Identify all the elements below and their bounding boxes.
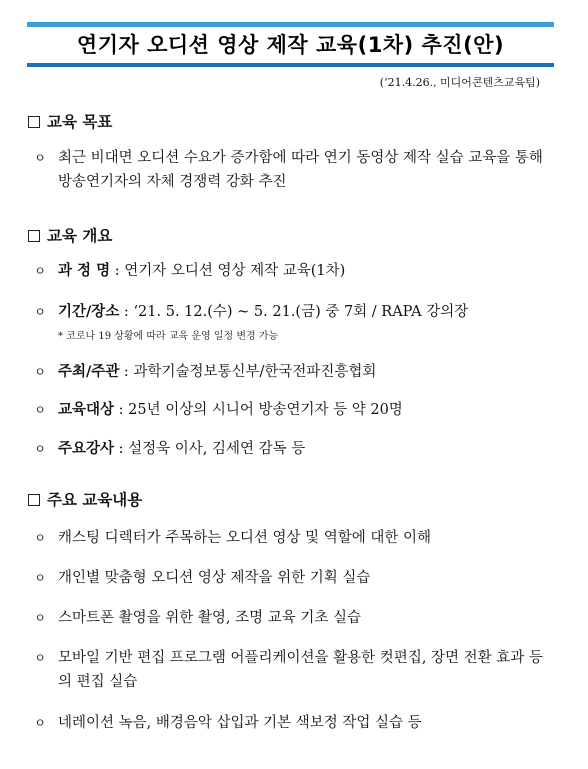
list-item (33, 146, 543, 194)
section-title: 교육 개요 (47, 227, 113, 245)
bullet-icon: ㅇ (34, 151, 46, 165)
item-value: 설정욱 이사, 김세연 감독 등 (128, 441, 306, 457)
list-item (33, 606, 543, 630)
item-separator: : (119, 304, 134, 320)
item-label: 주요강사 (58, 441, 115, 457)
bullet-icon: ㅇ (34, 442, 46, 456)
bullet-icon: ㅇ (34, 611, 46, 625)
list-item (33, 526, 543, 550)
item-value: 연기자 오디션 영상 제작 교육(1차) (124, 263, 346, 279)
item-text: 스마트폰 촬영을 위한 촬영, 조명 교육 기초 실습 (58, 610, 362, 626)
title-bottom-rule (27, 63, 554, 67)
item-text: 최근 비대면 오디션 수요가 증가함에 따라 연기 동영상 제작 실습 교육을 통해 방송연기자의 자체 경쟁력 강화 추진 (58, 150, 543, 190)
section-title: 교육 목표 (47, 113, 113, 131)
checkbox-square-icon (28, 116, 40, 128)
bullet-icon: ㅇ (34, 716, 46, 730)
item-value: 과학기술정보통신부/한국전파진흥협회 (133, 364, 377, 380)
bullet-icon: ㅇ (34, 531, 46, 545)
section-heading-contents (28, 488, 142, 510)
item-value: 25년 이상의 시니어 방송연기자 등 약 20명 (128, 402, 403, 418)
item-separator: : (114, 402, 129, 418)
bullet-icon: ㅇ (34, 264, 46, 278)
item-separator: : (110, 263, 125, 279)
item-label: 과 정 명 (58, 263, 111, 279)
item-separator: : (114, 441, 129, 457)
list-item (33, 646, 543, 694)
bullet-icon: ㅇ (34, 403, 46, 417)
bullet-icon: ㅇ (34, 651, 46, 665)
list-item (33, 437, 543, 461)
schedule-note: * 코로나 19 상황에 따라 교육 운영 일정 변경 가능 (58, 331, 279, 342)
item-text: 캐스팅 디렉터가 주목하는 오디션 영상 및 역할에 대한 이해 (58, 530, 432, 546)
item-text: 네레이션 녹음, 배경음악 삽입과 기본 색보정 작업 실습 등 (58, 715, 422, 731)
list-item (33, 360, 543, 384)
section-heading-overview (28, 224, 112, 246)
item-separator: : (119, 364, 134, 380)
item-text: 모바일 기반 편집 프로그램 어플리케이션을 활용한 컷편집, 장면 전환 효과 등의 편집 실습 (58, 650, 543, 690)
item-label: 주최/주관 (58, 364, 120, 380)
list-item (33, 259, 543, 283)
item-text: 개인별 맞춤형 오디션 영상 제작을 위한 기획 실습 (58, 570, 371, 586)
list-item (33, 398, 543, 422)
bullet-icon: ㅇ (34, 305, 46, 319)
list-item (33, 566, 543, 590)
checkbox-square-icon (28, 230, 40, 242)
section-heading-goal (28, 110, 112, 132)
document-title: 연기자 오디션 영상 제작 교육(1차) 추진(안) (76, 33, 505, 57)
dateline: (’21.4.26., 미디어콘텐츠교육팀) (379, 76, 540, 89)
bullet-icon: ㅇ (34, 365, 46, 379)
item-label: 교육대상 (58, 402, 115, 418)
item-value: ‘21. 5. 12.(수) ~ 5. 21.(금) 중 7회 / RAPA 강의장 (133, 304, 469, 320)
list-item (33, 711, 543, 735)
checkbox-square-icon (28, 494, 40, 506)
list-item (33, 300, 543, 324)
section-title: 주요 교육내용 (47, 491, 143, 509)
document-title-block (27, 22, 554, 67)
bullet-icon: ㅇ (34, 571, 46, 585)
item-label: 기간/장소 (58, 304, 120, 320)
